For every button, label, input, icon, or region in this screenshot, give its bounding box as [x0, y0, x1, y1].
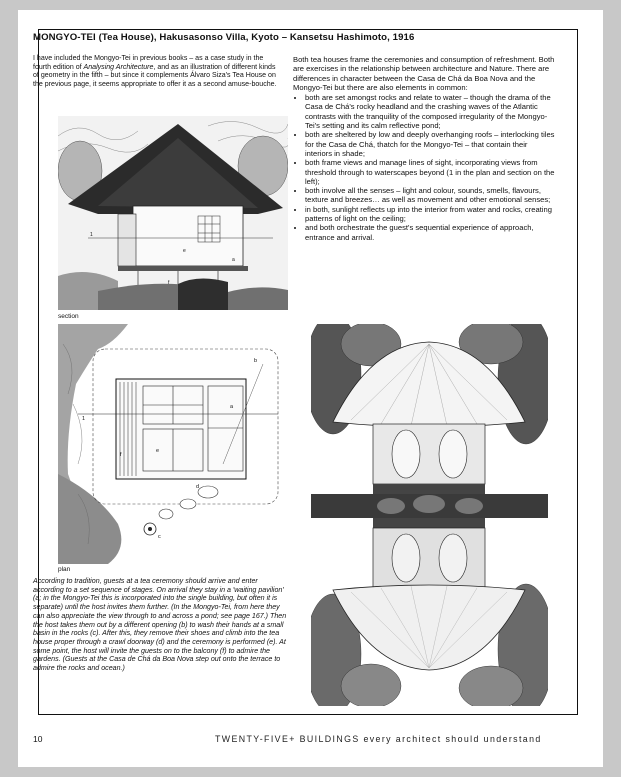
section-label: section: [58, 313, 79, 320]
page-number: 10: [33, 734, 43, 744]
main-paragraph: Both tea houses frame the ceremonies and consumption of refreshment. Both are exercises in the relationship between architecture and Nature. There are differences in character between the Casa de Chá da Boa Nova and the Mongyo-Tei but there are also elements in common:: [293, 55, 555, 92]
svg-text:1: 1: [82, 416, 86, 422]
svg-text:e: e: [156, 448, 160, 454]
svg-text:a: a: [230, 404, 234, 410]
list-item: • and both orchestrate the guest's sequential experience of approach, entrance and arrival.: [305, 223, 555, 242]
list-item: • both involve all the senses – light and colour, sounds, smells, flavours, texture and breezes… as well as movement and other emotional senses;: [305, 186, 555, 205]
list-item: • in both, sunlight reflects up into the interior from water and rocks, creating patterns of light on the ceiling;: [305, 205, 555, 224]
plan-drawing: [58, 324, 288, 564]
reflection-drawing: [311, 324, 548, 706]
figure-caption: According to tradition, guests at a tea ceremony should arrive and enter according to a set sequence of stages. On arrival they stay in a 'waiting pavilion' (a; in the Mongyo-Tei this is incorporated into the single building, but often it is separate) until the host invites them further. (In the Mongyo-Tei, from here they can also appreciate the view through to and across a pond; see page 167.) Then the host takes them out by a different opening (b) to wash their hands at a small basin in the rocks (c). After this, they remove their shoes and climb into the tea house proper through a crawl doorway (d) and the ceremony is performed (e). At some point, the host will invite the guests on to the balcony (f) to admire the gardens. (Guests at the Casa de Chá da Boa Nova step out onto the terrace to admire the rocks and ocean.): [33, 577, 287, 673]
intro-text-part2: , and as an illustration of different kinds of geometry in the fifth – but since it complements Álvaro Siza's Tea House on the previous page, it seems appropriate to offer it as a second amuse-bouche.: [33, 63, 277, 88]
svg-text:f: f: [120, 452, 122, 458]
svg-text:a: a: [232, 257, 235, 263]
svg-text:e: e: [183, 248, 186, 254]
svg-text:f: f: [168, 280, 170, 286]
list-item: • both are set amongst rocks and relate to water – though the drama of the Casa de Chá's rocky headland and the crashing waves of the Atlantic contrasts with the tranquility of the composed irregularity of the Mongyo-Tei's setting and its calm reflective pond;: [305, 93, 555, 130]
common-elements-list: [293, 93, 555, 242]
svg-text:d: d: [196, 484, 200, 490]
svg-text:b: b: [254, 358, 258, 364]
svg-text:1: 1: [90, 232, 93, 238]
page-title: MONGYO-TEI (Tea House), Hakusasonso Villa, Kyoto – Kansetsu Hashimoto, 1916: [33, 32, 415, 43]
intro-book-title: Analysing Architecture: [83, 63, 154, 71]
main-text: [293, 55, 555, 242]
list-item: • both are sheltered by low and deeply overhanging roofs – interlocking tiles for the Casa de Chá, thatch for the Mongyo-Tei – that contain their interiors in shade;: [305, 130, 555, 158]
section-drawing: [58, 116, 288, 310]
running-title: TWENTY-FIVE+ BUILDINGS every architect should understand: [215, 734, 542, 744]
intro-text: [33, 55, 283, 89]
intro-text-part1: I have included the Mongyo-Tei in previous books – as a case study in the fourth edition of: [33, 55, 264, 71]
svg-text:c: c: [158, 534, 161, 540]
plan-label: plan: [58, 566, 71, 573]
list-item: • both frame views and manage lines of sight, incorporating views from threshold through to waterscapes beyond (1 in the plan and section on the left);: [305, 158, 555, 186]
